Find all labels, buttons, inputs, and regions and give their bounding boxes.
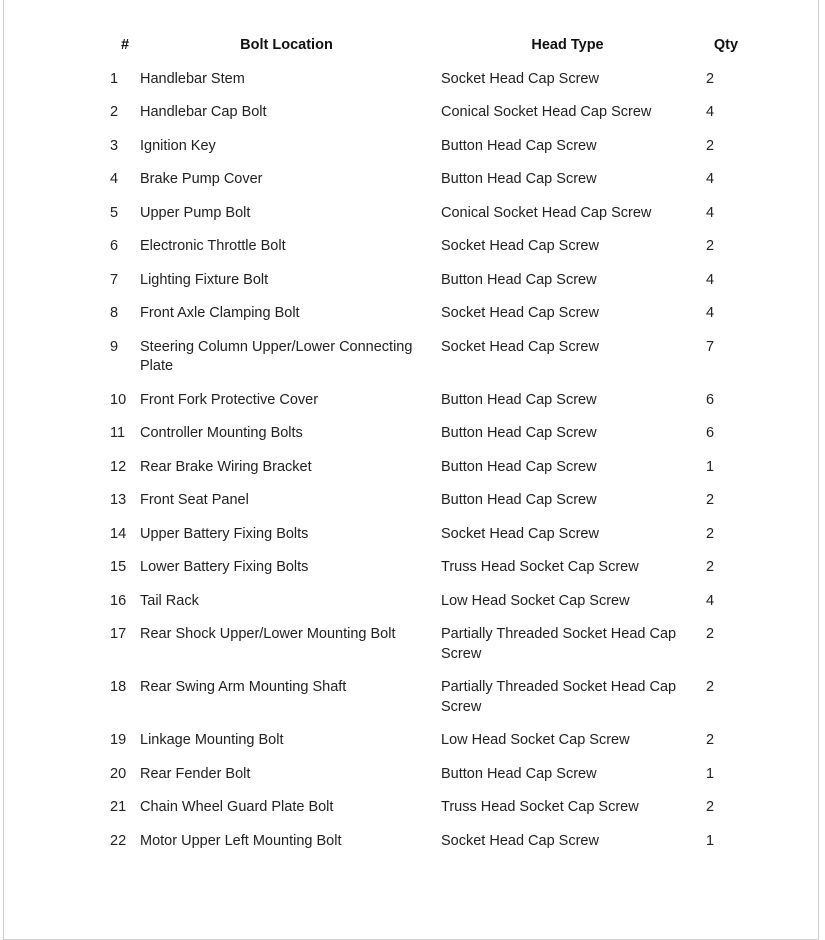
quantity: 6 (706, 425, 715, 441)
head-type: Conical Socket Head Cap Screw (441, 104, 652, 120)
head-type: Truss Head Socket Cap Screw (441, 799, 639, 815)
head-type: Low Head Socket Cap Screw (441, 592, 630, 609)
row-number: 12 (110, 458, 127, 475)
table-row (104, 585, 746, 619)
head-type: Button Head Cap Screw (441, 271, 597, 288)
quantity: 1 (706, 832, 715, 849)
row-number: 4 (110, 171, 119, 187)
bolt-location: Rear Fender Bolt (140, 765, 251, 782)
row-number: 13 (110, 492, 127, 508)
bolt-location: Brake Pump Cover (140, 171, 263, 187)
quantity: 4 (706, 271, 715, 288)
bolt-location: Steering Column Upper/Lower Connecting Plate (140, 338, 413, 374)
row-number: 14 (110, 525, 127, 542)
row-number: 17 (110, 626, 127, 642)
table-row (104, 758, 746, 792)
bolt-location: Motor Upper Left Mounting Bolt (140, 832, 342, 849)
quantity: 2 (706, 70, 715, 87)
bolt-location: Electronic Throttle Bolt (140, 238, 286, 254)
table-row (104, 264, 746, 298)
document-page (3, 0, 819, 940)
quantity: 2 (706, 679, 715, 695)
row-number: 20 (110, 765, 127, 782)
quantity: 4 (706, 204, 715, 221)
table-row (104, 451, 746, 485)
header-number: # (120, 37, 130, 53)
quantity: 1 (706, 458, 715, 475)
row-number: 2 (110, 104, 119, 120)
head-type: Button Head Cap Screw (441, 458, 597, 475)
header-qty: Qty (713, 37, 739, 53)
table-body (104, 63, 746, 859)
table-row (104, 331, 746, 384)
head-type: Socket Head Cap Screw (441, 338, 599, 355)
row-number: 16 (110, 592, 127, 609)
bolt-location: Linkage Mounting Bolt (140, 732, 284, 748)
bolt-location: Chain Wheel Guard Plate Bolt (140, 799, 334, 815)
quantity: 4 (706, 592, 715, 609)
quantity: 1 (706, 765, 715, 782)
head-type: Conical Socket Head Cap Screw (441, 204, 652, 221)
quantity: 2 (706, 559, 715, 575)
row-number: 19 (110, 732, 127, 748)
head-type: Partially Threaded Socket Head Cap Screw (441, 626, 677, 662)
head-type: Partially Threaded Socket Head Cap Screw (441, 679, 677, 715)
row-number: 1 (110, 70, 119, 87)
table-row (104, 417, 746, 451)
table-row (104, 130, 746, 164)
head-type: Truss Head Socket Cap Screw (441, 559, 639, 575)
quantity: 2 (706, 137, 715, 154)
table-row (104, 163, 746, 197)
table-row (104, 671, 746, 724)
quantity: 2 (706, 525, 715, 542)
bolt-location: Ignition Key (140, 137, 216, 154)
table-row (104, 518, 746, 552)
bolt-location: Front Axle Clamping Bolt (140, 305, 300, 321)
head-type: Socket Head Cap Screw (441, 70, 599, 87)
bolt-location: Tail Rack (140, 592, 199, 609)
row-number: 5 (110, 204, 119, 221)
row-number: 11 (110, 425, 126, 441)
row-number: 18 (110, 679, 127, 695)
header-row (104, 33, 746, 63)
head-type: Button Head Cap Screw (441, 391, 597, 408)
bolt-location: Front Fork Protective Cover (140, 391, 319, 408)
head-type: Button Head Cap Screw (441, 171, 597, 187)
row-number: 21 (110, 799, 127, 815)
row-number: 10 (110, 391, 127, 408)
quantity: 4 (706, 104, 715, 120)
head-type: Socket Head Cap Screw (441, 305, 599, 321)
bolt-location: Lower Battery Fixing Bolts (140, 559, 309, 575)
table-header (104, 33, 746, 63)
bolt-location: Upper Battery Fixing Bolts (140, 525, 309, 542)
table-row (104, 96, 746, 130)
table-row (104, 825, 746, 859)
head-type: Low Head Socket Cap Screw (441, 732, 630, 748)
bolt-location: Rear Swing Arm Mounting Shaft (140, 679, 347, 695)
row-number: 9 (110, 338, 119, 355)
table-row (104, 297, 746, 331)
quantity: 2 (706, 799, 715, 815)
table-row (104, 618, 746, 671)
table-row (104, 384, 746, 418)
bolt-location: Rear Shock Upper/Lower Mounting Bolt (140, 626, 396, 642)
quantity: 2 (706, 492, 715, 508)
header-bolt-location: Bolt Location (240, 37, 333, 53)
table-row (104, 551, 746, 585)
head-type: Socket Head Cap Screw (441, 832, 599, 849)
quantity: 4 (706, 171, 715, 187)
bolt-location: Front Seat Panel (140, 492, 249, 508)
header-head-type: Head Type (531, 37, 604, 53)
bolt-location: Upper Pump Bolt (140, 204, 251, 221)
table-row (104, 63, 746, 97)
quantity: 2 (706, 238, 715, 254)
table-row (104, 230, 746, 264)
row-number: 7 (110, 271, 119, 288)
quantity: 6 (706, 391, 715, 408)
row-number: 22 (110, 832, 127, 849)
table-row (104, 197, 746, 231)
head-type: Button Head Cap Screw (441, 492, 597, 508)
bolt-location: Lighting Fixture Bolt (140, 271, 269, 288)
bolt-location: Handlebar Cap Bolt (140, 104, 267, 120)
table-row (104, 484, 746, 518)
bolt-table (104, 33, 746, 858)
quantity: 4 (706, 305, 715, 321)
head-type: Button Head Cap Screw (441, 137, 597, 154)
table-row (104, 791, 746, 825)
bolt-location: Rear Brake Wiring Bracket (140, 458, 312, 475)
row-number: 6 (110, 238, 119, 254)
table-row (104, 724, 746, 758)
row-number: 8 (110, 305, 119, 321)
quantity: 2 (706, 732, 715, 748)
head-type: Socket Head Cap Screw (441, 238, 599, 254)
head-type: Button Head Cap Screw (441, 425, 597, 441)
quantity: 2 (706, 626, 715, 642)
row-number: 15 (110, 559, 127, 575)
quantity: 7 (706, 338, 715, 355)
bolt-location: Handlebar Stem (140, 70, 245, 87)
head-type: Button Head Cap Screw (441, 765, 597, 782)
bolt-location: Controller Mounting Bolts (140, 425, 303, 441)
head-type: Socket Head Cap Screw (441, 525, 599, 542)
row-number: 3 (110, 137, 119, 154)
